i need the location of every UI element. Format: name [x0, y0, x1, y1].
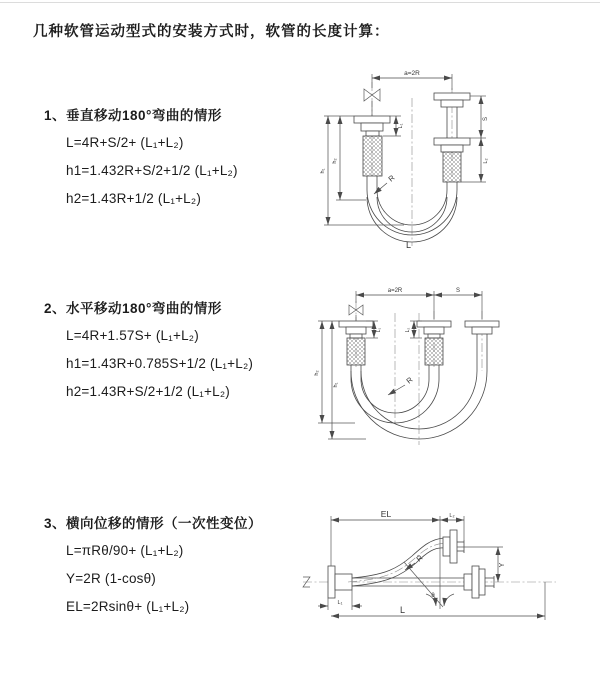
formula-h1: h1=1.43R+0.785S+1/2 (L₁+L₂): [66, 356, 254, 371]
left-flange: [339, 321, 373, 338]
formula-L: L=4R+1.57S+ (L₁+L₂): [66, 328, 199, 343]
centerlines: [372, 82, 452, 246]
page-title: 几种软管运动型式的安装方式时，软管的长度计算：: [33, 24, 390, 40]
radius-label: R: [386, 173, 397, 184]
dimension-fitting-left-label: L₁: [376, 327, 382, 333]
dimension-el: [331, 509, 440, 609]
formula-h2: h2=1.43R+S/2+1/2 (L₁+L₂): [66, 384, 230, 399]
dimension-fitting-left: [318, 590, 362, 610]
formula-Y: Y=2R (1-cosθ): [66, 571, 157, 586]
dimension-y-label: Y: [499, 562, 506, 568]
formula-h2: h2=1.43R+1/2 (L₁+L₂): [66, 191, 202, 206]
valve-icon: [364, 89, 380, 116]
angle-label: θ: [431, 593, 435, 599]
dimension-stroke-label: S: [483, 116, 489, 122]
diagram-lateral-displacement: [298, 506, 563, 641]
right-flange-lower-position: [434, 138, 470, 152]
dimension-el-label: EL: [380, 509, 392, 519]
dimension-h2-label: h₂: [332, 158, 338, 164]
dimension-length-label: L: [400, 605, 406, 615]
top-rule: [0, 2, 600, 3]
formula-EL: EL=2Rsinθ+ (L₁+L₂): [66, 599, 190, 614]
dimension-span-label: a=2R: [387, 288, 403, 294]
radius-label: R: [404, 375, 415, 386]
section-2-heading: 2、水平移动180°弯曲的情形: [44, 301, 222, 316]
section-1-heading: 1、垂直移动180°弯曲的情形: [44, 108, 222, 123]
right-flange-original: [464, 566, 494, 598]
middle-braid-section: [425, 338, 443, 365]
section-3-heading: 3、横向位移的情形（一次性变位）: [44, 516, 263, 531]
section-3: [44, 512, 262, 616]
dimension-fitting-left-label: L₁: [398, 123, 404, 129]
dimension-span: [372, 70, 452, 90]
right-flange-displaced: [443, 530, 464, 563]
dimension-span-label: a=2R: [404, 70, 420, 77]
section-2: [44, 297, 253, 401]
angle-construction: [404, 562, 454, 607]
formula-h1: h1=1.432R+S/2+1/2 (L₁+L₂): [66, 163, 238, 178]
dimension-h1-label: h₁: [320, 168, 326, 174]
section-1: [44, 104, 238, 208]
diagram-horizontal-180-bend: [310, 283, 535, 463]
left-braid-section: [363, 136, 382, 176]
left-flange: [354, 116, 390, 136]
dimension-fitting-right-label: L₂: [449, 513, 455, 519]
left-braid-section: [347, 338, 365, 365]
right-braid-section: [443, 152, 461, 182]
dimension-fitting-right-label: L₂: [483, 158, 489, 164]
dimension-heights: [320, 116, 404, 225]
dimension-h2-label: h₂: [314, 370, 320, 376]
dimension-fitting-left-label: L₁: [337, 600, 343, 606]
formula-L: L=πRθ/90+ (L₁+L₂): [66, 543, 184, 558]
right-flange-upper-position: [434, 93, 470, 107]
dimension-h1-label: h₁: [333, 382, 339, 388]
length-label: L: [406, 240, 412, 250]
formula-L: L=4R+S/2+ (L₁+L₂): [66, 135, 184, 150]
s-curve-hose: [348, 538, 448, 586]
radius-leader: [388, 375, 415, 395]
radius-leader: [405, 553, 425, 570]
middle-flange: [417, 321, 451, 338]
radius-label: R: [414, 553, 425, 564]
dimension-stroke-label: S: [455, 288, 461, 294]
dimension-fitting-mid-label: L₂: [405, 327, 411, 333]
diagram-vertical-180-bend: [300, 64, 528, 260]
